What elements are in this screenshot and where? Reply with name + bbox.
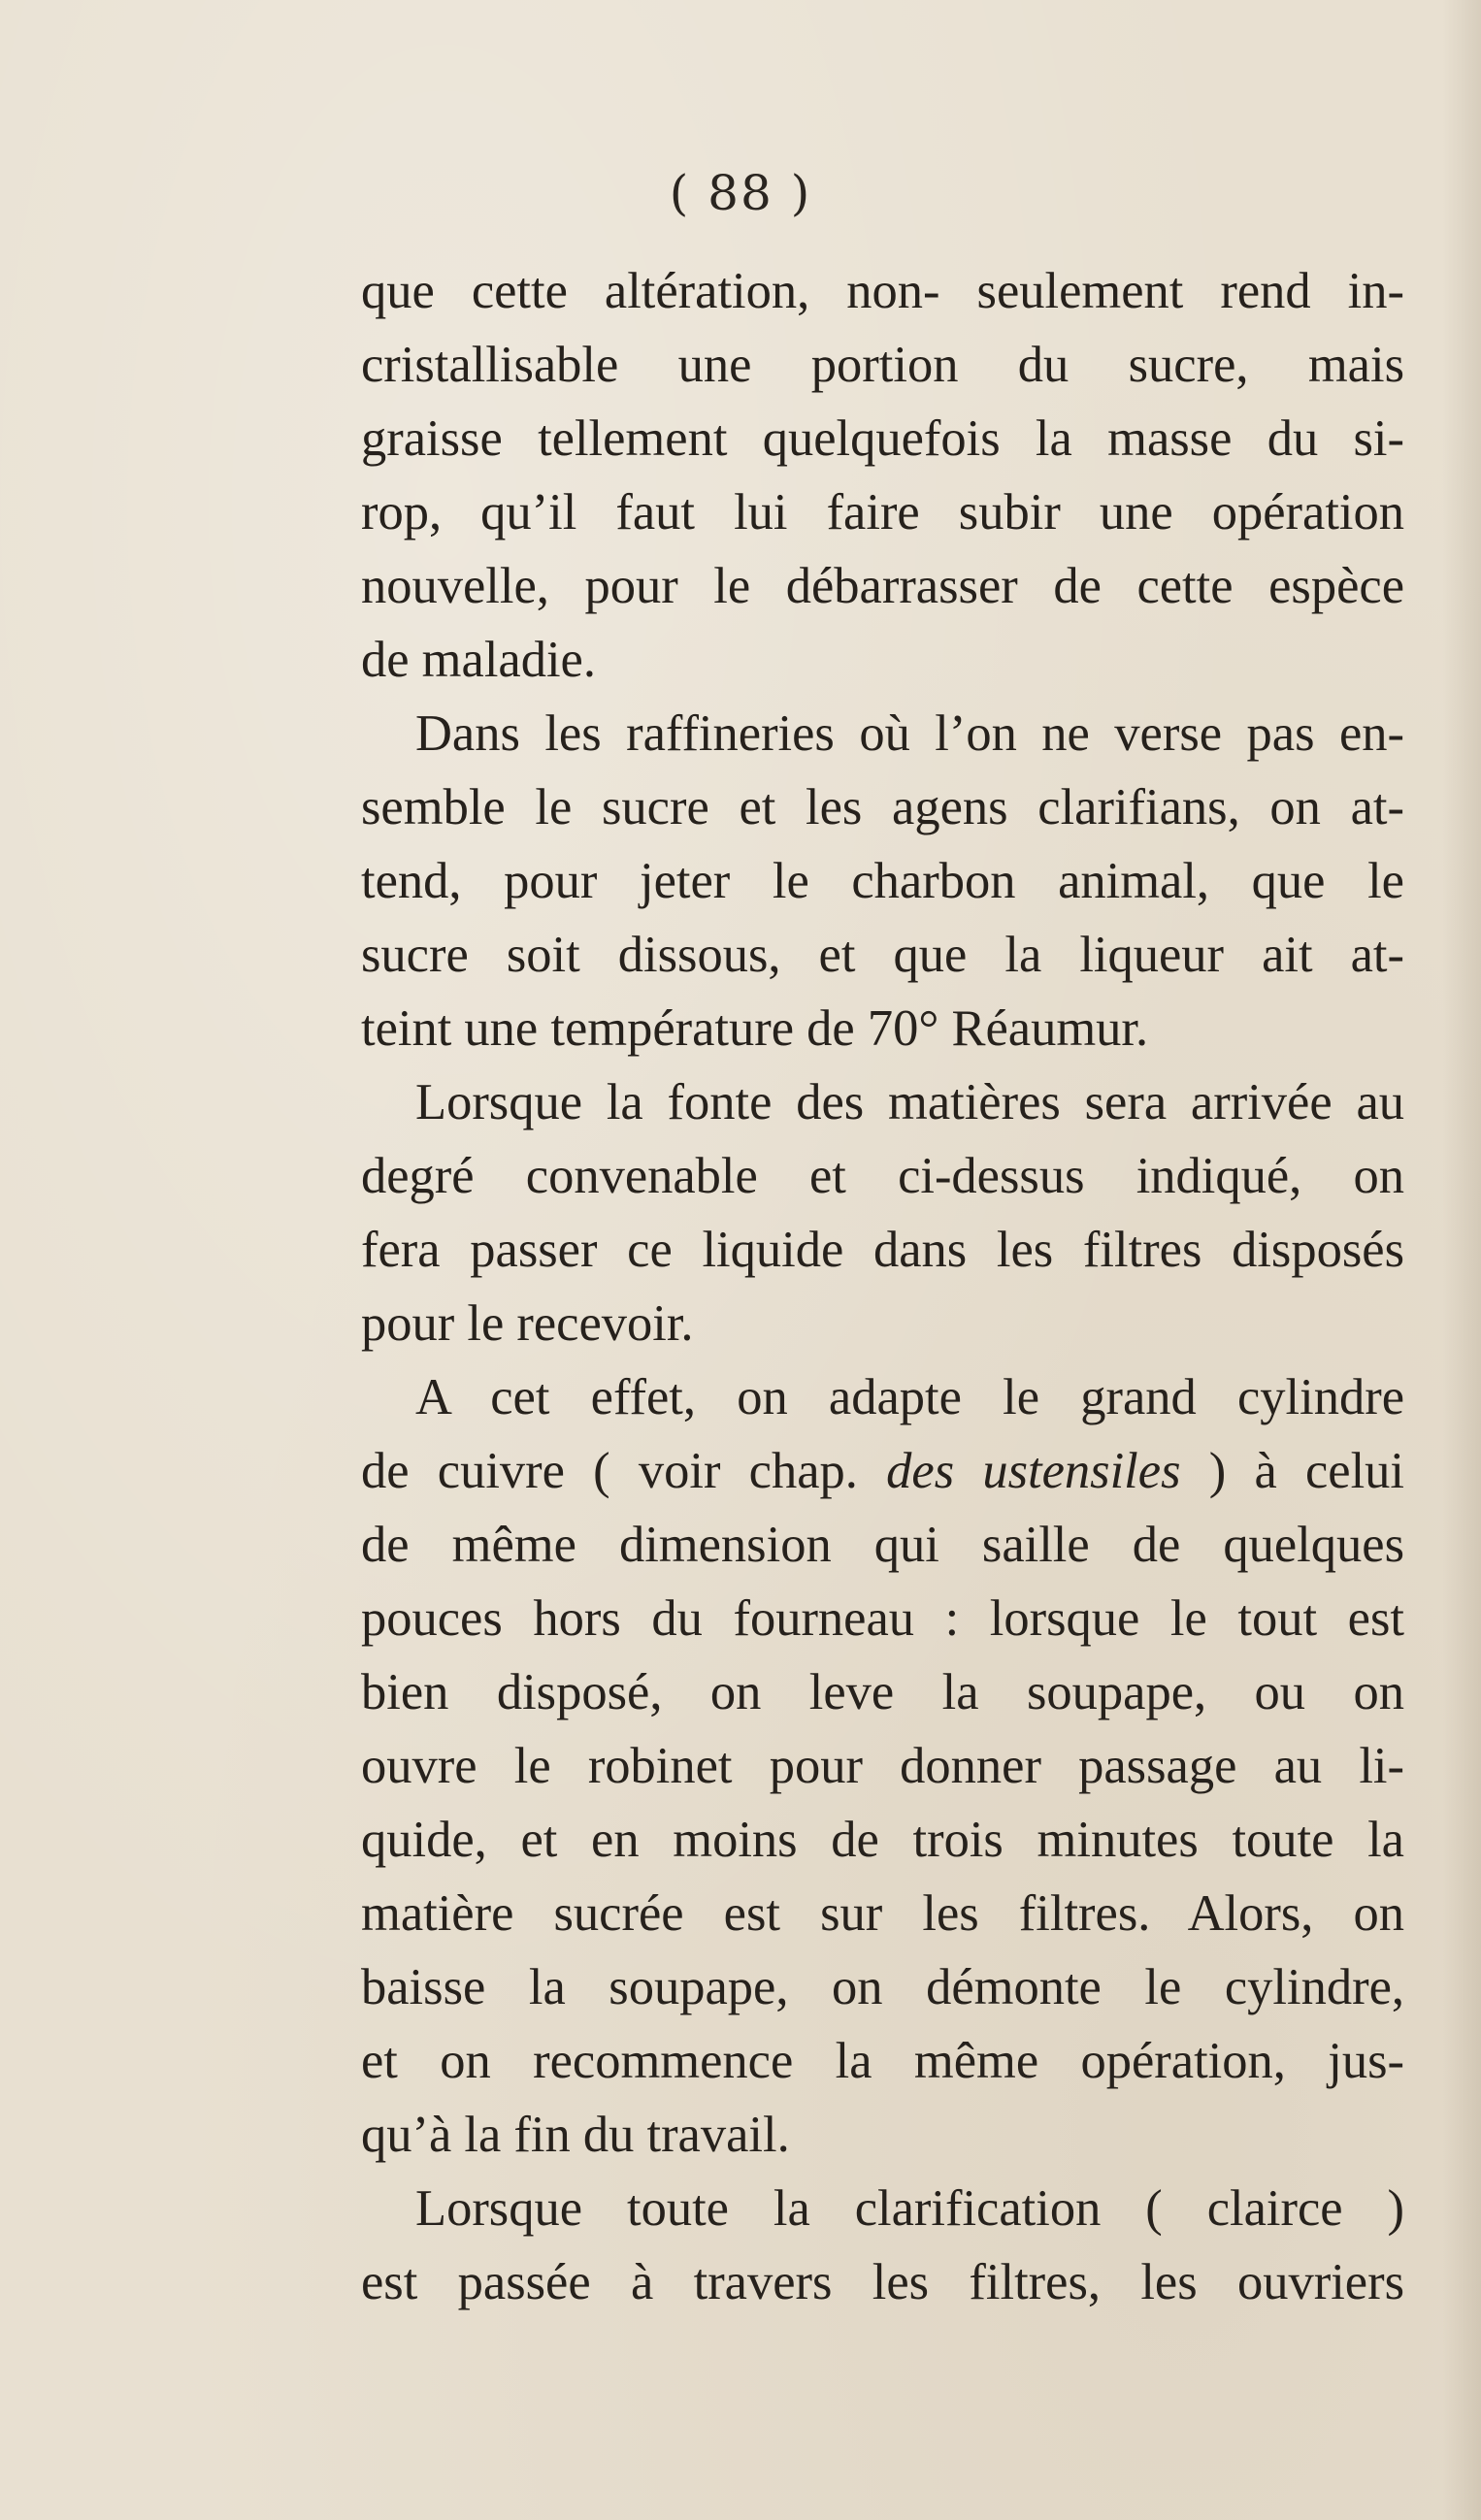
body-text xyxy=(361,254,1404,2319)
text-line: semble le sucre et les agens clarifians, on at- xyxy=(361,779,1404,835)
text-line: et on recommence la même opération, jus- xyxy=(361,2033,1404,2089)
text-line: fera passer ce liquide dans les filtres disposés xyxy=(361,1222,1404,1278)
text-line: pouces hors du fourneau : lorsque le tout est xyxy=(361,1590,1404,1647)
text-line: Lorsque la fonte des matières sera arrivée au xyxy=(415,1074,1404,1130)
text-line: teint une température de 70° Réaumur. xyxy=(361,1000,1149,1057)
text-line: bien disposé, on leve la soupape, ou on xyxy=(361,1664,1404,1720)
text-line: rop, qu’il faut lui faire subir une opération xyxy=(361,484,1404,540)
text-line: baisse la soupape, on démonte le cylindre, xyxy=(361,1959,1404,2015)
text-line: tend, pour jeter le charbon animal, que le xyxy=(361,853,1404,909)
page-number: ( 88 ) xyxy=(669,165,812,221)
text-line: cristallisable une portion du sucre, mais xyxy=(361,337,1404,393)
text-line: de maladie. xyxy=(361,632,596,688)
paragraph-2 xyxy=(361,697,1404,1065)
text-line: nouvelle, pour le débarrasser de cette espèce xyxy=(361,558,1404,614)
paragraph-3 xyxy=(361,1065,1404,1360)
paragraph-5 xyxy=(361,2172,1404,2319)
text-run: ) à celui xyxy=(1180,1443,1405,1499)
text-line: graisse tellement quelquefois la masse du si- xyxy=(361,410,1404,467)
text-line: sucre soit dissous, et que la liqueur ait at- xyxy=(361,927,1404,983)
text-line: ouvre le robinet pour donner passage au li- xyxy=(361,1738,1404,1794)
text-line-with-italic xyxy=(361,1434,1404,1508)
text-line: de même dimension qui saille de quelques xyxy=(361,1517,1404,1573)
paragraph-1 xyxy=(361,254,1404,697)
text-line: degré convenable et ci-dessus indiqué, on xyxy=(361,1148,1404,1204)
italic-title: des ustensiles xyxy=(886,1443,1181,1499)
text-line: qu’à la fin du travail. xyxy=(361,2107,790,2163)
paragraph-4 xyxy=(361,1360,1404,2172)
text-line: que cette altération, non- seulement rend in- xyxy=(361,263,1404,319)
text-line: quide, et en moins de trois minutes toute la xyxy=(361,1812,1404,1868)
text-run: de cuivre ( voir chap. xyxy=(361,1443,887,1499)
text-line: pour le recevoir. xyxy=(361,1295,694,1352)
text-line: Lorsque toute la clarification ( clairce ) xyxy=(415,2180,1404,2237)
text-line: Dans les raffineries où l’on ne verse pas en- xyxy=(415,705,1404,762)
page-edge-shadow xyxy=(1442,0,1481,2520)
text-line: A cet effet, on adapte le grand cylindre xyxy=(415,1369,1404,1425)
text-line: matière sucrée est sur les filtres. Alors, on xyxy=(361,1885,1404,1942)
text-line: est passée à travers les filtres, les ouvriers xyxy=(361,2254,1404,2310)
